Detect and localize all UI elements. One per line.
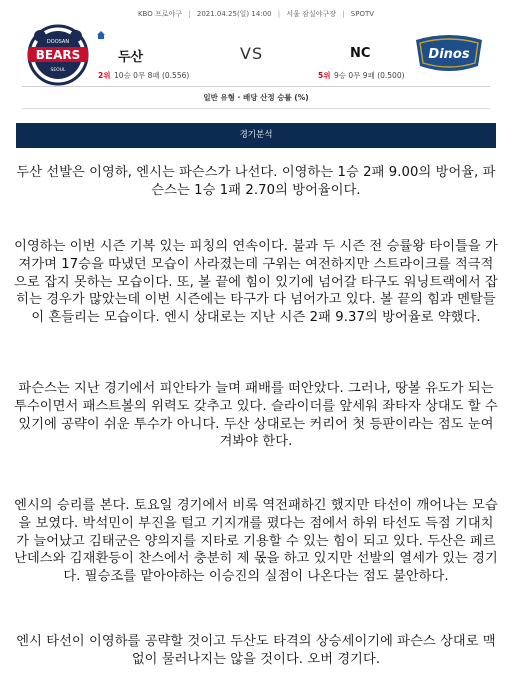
meta-separator: |	[277, 10, 281, 18]
match-header	[0, 0, 512, 110]
svg-text:BEARS: BEARS	[35, 48, 81, 62]
home-icon	[96, 30, 106, 40]
analysis-paragraph: 두산 선발은 이영하, 엔시는 파슨스가 나선다. 이영하는 1승 2패 9.00의 방어율, 파슨스는 1승 1패 2.70의 방어율이다.	[16, 165, 496, 198]
dinos-logo-icon	[412, 30, 486, 76]
analysis-paragraph: 엔시 타선이 이영하를 공략할 것이고 두산도 타격의 상승세이기에 파슨스 상대로 맥없이 물러나지는 않을 것이다. 오버 경기다.	[16, 634, 496, 667]
analysis-paragraph: 엔시의 승리를 본다. 토요일 경기에서 비록 역전패하긴 했지만 타선이 깨어나는 모습을 보였다. 박석민이 부진을 털고 기지개를 폈다는 점에서 하위 타선도 득점 기대치가 늘어났고 김태군은 양의지를 지타로 기용할 수 있는 힘이 되고 있다. 두산은 페르난데스와 김재환등이 찬스에서 충분히 제 몫을 하고 있지만 선발의 열세가 있는 경기다. 필승조를 맡아야하는 이승진의 실점이 나온다는 점도 불안하다.	[14, 498, 498, 585]
analysis-paragraph: 이영하는 이번 시즌 기복 있는 피칭의 연속이다. 불과 두 시즌 전 승률왕 타이틀을 가져가며 17승을 따냈던 모습이 사라졌는데 구위는 여전하지만 스트라이크를 적극적으로 잡지 못하는 모습이다. 또, 볼 끝에 힘이 있기에 넘어갈 타구도 워닝트랙에서 잡히는 경우가 많았는데 이번 시즌에는 타구가 다 넘어가고 있다. 볼 끝의 힘과 멘탈들이 흔들리는 모습이다. 엔시 상대로는 지난 시즌 2패 9.37의 방어율로 약했다.	[14, 239, 498, 326]
away-team-name: NC	[350, 46, 371, 61]
match-datetime: 2021.04.25(일) 14:00	[196, 10, 272, 18]
league-label: KBO 프로야구	[137, 10, 183, 18]
match-meta	[0, 9, 512, 19]
match-venue: 서울 잠실야구장	[286, 10, 336, 18]
away-team-rank: 5위	[318, 71, 331, 80]
home-team-record: 10승 0무 8패 (0.556)	[114, 71, 190, 80]
analysis-paragraph: 파슨스는 지난 경기에서 피안타가 늘며 패배를 떠안았다. 그러나, 땅볼 유도가 되는 투수이면서 패스트볼의 위력도 갖추고 있다. 슬라이더를 앞세워 좌타자 상대도 할 수 있기에 공략이 쉬운 투수가 아니다. 두산 상대로는 커리어 첫 등판이라는 점도 눈여겨봐야 한다.	[14, 381, 498, 450]
broadcast-channel: SPOTV	[350, 10, 375, 18]
vs-label: VS	[240, 44, 264, 63]
meta-separator: |	[342, 10, 345, 18]
odds-type-label: 일반 유형 · 배당 산정 승률 (%)	[203, 93, 309, 102]
meta-separator: |	[188, 10, 191, 18]
section-title-bar: 경기분석	[16, 123, 496, 148]
svg-text:Dinos: Dinos	[428, 47, 470, 62]
home-team-name: 두산	[118, 50, 144, 65]
header-divider	[22, 86, 490, 87]
away-team-record: 9승 0무 9패 (0.500)	[334, 71, 405, 80]
home-team-rank: 2위	[98, 71, 111, 80]
svg-text:DOOSAN: DOOSAN	[46, 39, 70, 45]
header-divider	[22, 108, 490, 109]
svg-text:SEOUL: SEOUL	[50, 68, 66, 73]
bears-logo-icon	[24, 24, 92, 86]
